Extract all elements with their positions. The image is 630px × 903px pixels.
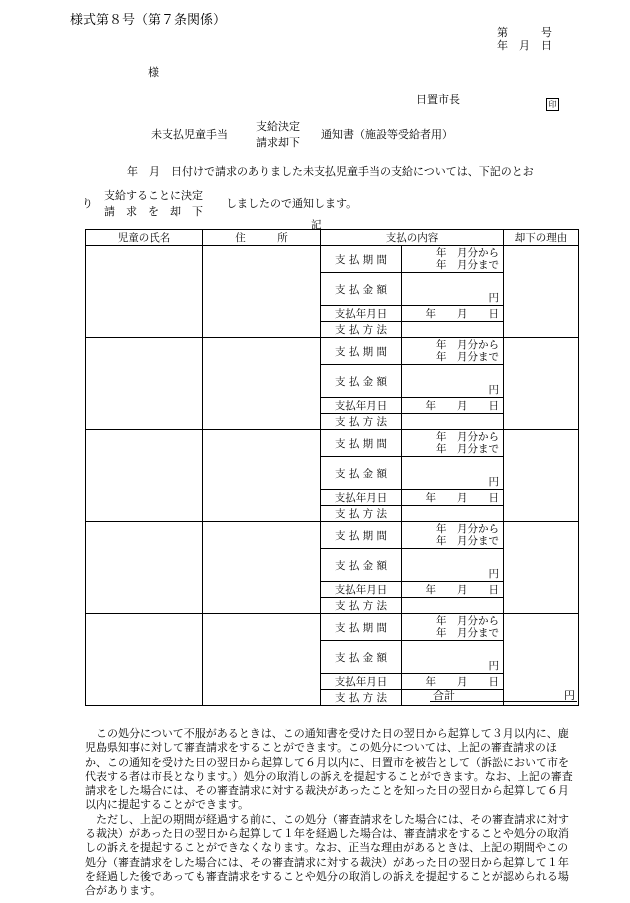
label-payment-method: 支 払 方 法 bbox=[321, 322, 402, 338]
yen-unit: 円 bbox=[488, 384, 499, 396]
label-payment-amount: 支 払 金 額 bbox=[321, 273, 402, 306]
child-entry-block-4 bbox=[86, 522, 579, 614]
amount-value[interactable] bbox=[402, 365, 504, 398]
period-value[interactable] bbox=[402, 522, 504, 549]
label-payment-period: 支 払 期 間 bbox=[321, 430, 402, 457]
child-entry-block-2 bbox=[86, 338, 579, 430]
label-payment-amount: 支 払 金 額 bbox=[321, 641, 402, 674]
child-entry-block-3 bbox=[86, 430, 579, 522]
header-rejection-reason: 却下の理由 bbox=[504, 230, 579, 246]
yen-unit: 円 bbox=[488, 568, 499, 580]
yen-unit: 円 bbox=[488, 292, 499, 304]
period-from: 年 月分から bbox=[436, 247, 499, 259]
child-entry-block-1 bbox=[86, 246, 579, 338]
label-payment-method: 支 払 方 法 bbox=[321, 690, 402, 706]
addressee-suffix: 様 bbox=[148, 66, 159, 79]
body-line2-end: しましたので通知します。 bbox=[226, 197, 358, 210]
rejection-reason-cell[interactable] bbox=[504, 522, 579, 614]
amount-value[interactable] bbox=[402, 273, 504, 306]
label-payment-period: 支 払 期 間 bbox=[321, 522, 402, 549]
period-to: 年 月分まで bbox=[436, 535, 499, 547]
title-option-grant: 支給決定 bbox=[256, 120, 300, 133]
appeal-notice-paragraph-1: この処分について不服があるときは、この通知書を受けた日の翌日から起算して３月以内に、鹿児島県知事に対して審査請求をすることができます。この処分については、上記の審査請求のほか、この通知を受けた日の翌日から起算して６月以内に、日置市を被告として（訴訟において市を代表する者は市長となります。）処分の取消しの訴えを提起することができます。なお、上記の審査請求をした場合には、その審査請求に対する裁決があったことを知った日の翌日から起算して６月以内に提起することができます。 bbox=[85, 727, 573, 812]
amount-value[interactable] bbox=[402, 457, 504, 490]
address-cell[interactable] bbox=[203, 338, 321, 430]
label-payment-date: 支払年月日 bbox=[321, 398, 402, 414]
child-name-cell[interactable] bbox=[86, 430, 203, 522]
period-value[interactable] bbox=[402, 246, 504, 273]
label-payment-date: 支払年月日 bbox=[321, 490, 402, 506]
label-payment-date: 支払年月日 bbox=[321, 582, 402, 598]
total-line[interactable] bbox=[430, 687, 577, 702]
body-line1: 年 月 日付けで請求のありました未支払児童手当の支給については、下記のとお bbox=[127, 165, 534, 178]
address-cell[interactable] bbox=[203, 246, 321, 338]
period-to: 年 月分まで bbox=[436, 627, 499, 639]
payment-method-value[interactable] bbox=[402, 598, 504, 614]
label-payment-period: 支 払 期 間 bbox=[321, 614, 402, 641]
label-payment-period: 支 払 期 間 bbox=[321, 338, 402, 365]
rejection-reason-cell[interactable] bbox=[504, 430, 579, 522]
payment-method-value[interactable] bbox=[402, 322, 504, 338]
period-value[interactable] bbox=[402, 338, 504, 365]
total-label: 合計 bbox=[433, 689, 455, 702]
body-choice-grant: 支給することに決定 bbox=[104, 189, 203, 202]
child-name-cell[interactable] bbox=[86, 614, 203, 706]
label-payment-method: 支 払 方 法 bbox=[321, 414, 402, 430]
title-suffix: 通知書（施設等受給者用） bbox=[321, 128, 453, 141]
amount-value[interactable] bbox=[402, 641, 504, 674]
total-yen: 円 bbox=[564, 689, 575, 702]
rejection-reason-cell[interactable] bbox=[504, 246, 579, 338]
rejection-reason-cell[interactable] bbox=[504, 338, 579, 430]
label-payment-amount: 支 払 金 額 bbox=[321, 457, 402, 490]
child-name-cell[interactable] bbox=[86, 338, 203, 430]
appeal-notice-paragraph-2: ただし、上記の期間が経過する前に、この処分（審査請求をした場合には、その審査請求に対する裁決）があった日の翌日から起算して１年を経過した場合は、審査請求をすることや処分の取消しの訴えを提起することができなくなります。なお、正当な理由があるときは、上記の期間やこの処分（審査請求をした場合には、その審査請求に対する裁決）があった日の翌日から起算して１年を経過した後であっても審査請求をすることや処分の取消しの訴えを提起することが認められる場合があります。 bbox=[85, 812, 569, 898]
payment-method-value[interactable] bbox=[402, 506, 504, 522]
period-from: 年 月分から bbox=[436, 431, 499, 443]
body-choice-reject: 請 求 を 却 下 bbox=[104, 205, 203, 218]
issuer-name: 日置市長 bbox=[416, 93, 460, 106]
period-to: 年 月分まで bbox=[436, 351, 499, 363]
yen-unit: 円 bbox=[488, 660, 499, 672]
issue-date: 年 月 日 bbox=[497, 39, 552, 52]
period-value[interactable] bbox=[402, 430, 504, 457]
period-from: 年 月分から bbox=[436, 339, 499, 351]
child-name-cell[interactable] bbox=[86, 246, 203, 338]
address-cell[interactable] bbox=[203, 430, 321, 522]
header-payment-content: 支払の内容 bbox=[321, 230, 504, 246]
period-value[interactable] bbox=[402, 614, 504, 641]
period-from: 年 月分から bbox=[436, 523, 499, 535]
payment-date-value[interactable]: 年 月 日 bbox=[402, 490, 504, 506]
period-to: 年 月分まで bbox=[436, 443, 499, 455]
table-header-row bbox=[86, 230, 579, 246]
payment-date-value[interactable]: 年 月 日 bbox=[402, 582, 504, 598]
payment-date-value[interactable]: 年 月 日 bbox=[402, 398, 504, 414]
seal-mark: 印 bbox=[546, 98, 559, 111]
title-option-reject: 請求却下 bbox=[256, 136, 300, 149]
address-cell[interactable] bbox=[203, 614, 321, 706]
title-prefix: 未支払児童手当 bbox=[151, 128, 228, 141]
appeal-notice bbox=[85, 727, 578, 899]
payment-method-value[interactable] bbox=[402, 414, 504, 430]
yen-unit: 円 bbox=[488, 476, 499, 488]
label-payment-period: 支 払 期 間 bbox=[321, 246, 402, 273]
document-number: 第 号 bbox=[497, 26, 552, 39]
label-payment-method: 支 払 方 法 bbox=[321, 506, 402, 522]
period-from: 年 月分から bbox=[436, 615, 499, 627]
period-to: 年 月分まで bbox=[436, 259, 499, 271]
header-child-name: 児童の氏名 bbox=[86, 230, 203, 246]
ki-heading: 記 bbox=[311, 219, 322, 231]
label-payment-amount: 支 払 金 額 bbox=[321, 365, 402, 398]
amount-value[interactable] bbox=[402, 549, 504, 582]
form-title: 様式第８号（第７条関係） bbox=[70, 13, 227, 28]
official-seal bbox=[546, 92, 559, 111]
label-payment-method: 支 払 方 法 bbox=[321, 598, 402, 614]
label-payment-date: 支払年月日 bbox=[321, 306, 402, 322]
payment-table bbox=[85, 229, 579, 706]
payment-date-value[interactable]: 年 月 日 bbox=[402, 306, 504, 322]
label-payment-date: 支払年月日 bbox=[321, 674, 402, 690]
child-name-cell[interactable] bbox=[86, 522, 203, 614]
label-payment-amount: 支 払 金 額 bbox=[321, 549, 402, 582]
payment-date-value[interactable]: 年 月 日 bbox=[402, 674, 504, 690]
body-ri: り bbox=[82, 197, 93, 210]
address-cell[interactable] bbox=[203, 522, 321, 614]
header-address: 住 所 bbox=[203, 230, 321, 246]
